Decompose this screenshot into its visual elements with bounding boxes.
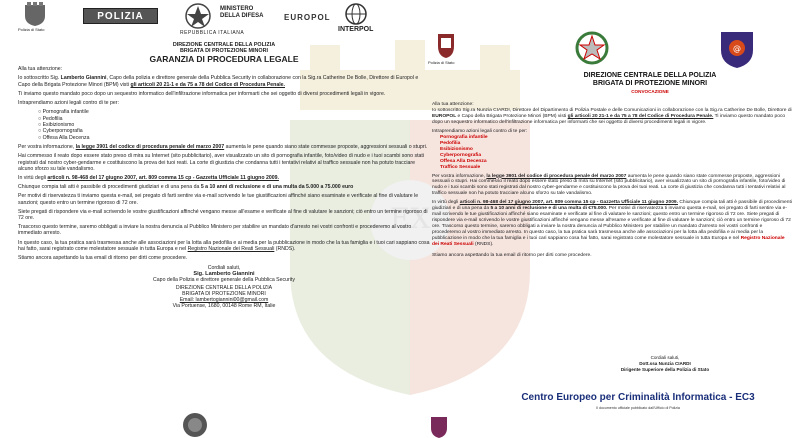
right-greeting: Alla tua attenzione:: [432, 102, 474, 107]
list-item: ○ Pedofilia: [38, 116, 430, 122]
right-crime-list: [440, 135, 792, 171]
left-crime-list: [38, 109, 430, 141]
left-document: [18, 42, 430, 438]
left-p13: Stiamo ancora aspettando la tua email di ritorno per dirti come procedere.: [18, 255, 188, 262]
list-item: ○ Esibizionismo: [38, 122, 430, 128]
right-p6: Stiamo ancora aspettando la tua email di ritorno per dirti come procedere.: [432, 253, 592, 259]
left-p2: Ti inviamo questo mandato poco dopo un sequestro informatico dell'infiltrazione informatica per informarti che sei oggetto di diversi procedimenti legali in vigore.: [18, 90, 386, 97]
contact-email-link[interactable]: Email: lambertogiannini00@gmail.com: [179, 297, 269, 304]
right-p1: Io sottoscritto Sig.ra Nunzia CIARDI, Direttore del Dipartimento di Polizia Postale e delle Comunicazioni in collaborazione con la Sig.ra Catherine De Bolle, Direttore di EUROPOL e Capo della Brigata Protezione Minori (BPM) visti gli articoli 20 21-1 e da 75 a 78 del Codice di Procedura Penale. Ti inviamo questo mandato poco dopo un sequestro informatico dell'infiltrazione informatica per informarti che sei oggetto di diversi procedimenti legali in vigore.: [432, 107, 792, 125]
list-item: Offesa Alla Decenza: [440, 158, 487, 164]
left-title: GARANZIA DI PROCEDURA LEGALE: [149, 54, 299, 64]
left-p8: Chiunque compia tali atti è passibile di procedimenti giudiziari e di una pena da 5 a 10 anni di reclusione e di una multa da 5.000 a 75.000 euro: [18, 184, 354, 191]
interpol-globe-icon: [344, 2, 368, 26]
left-dept: DIREZIONE CENTRALE DELLA POLIZIA: [172, 42, 276, 48]
right-p5: In virtù degli articoli n. 98-468 del 17 giugno 2007, art. 809 comma 15 cp - Gazzetta Ufficiale 11 giugno 2009. Chiunque compia tali atti è passibile di procedimenti giudiziari e di una pena da 5 a 10 anni di reclusione e di una multa di €75.000. Per motivi di riservatezza ti inviamo questa e-mail, sei pregato di farti sentire via e-mail scrivendo le tue giustificazioni affinché siano esaminate e verificate al fine di valutare le sanzioni; questo entro un termine rigoroso di 72 ore. Siete pregati di rispondere via e-mail scrivendo le vostre giustificazioni affinché vengano messe all'esame e verificate al fine di valutare le sanzioni; ciò entro un termine rigoroso di 72 ore. Trascorso questo termine, saremo obbligati a inviare la nostra denuncia al Pubblico Ministero per stabilire un mandato d'arresto nei vostri confronti e procederemo al vostro immediato arresto. In questo caso, la tua pratica sarà trasmessa anche alle associazioni per la lotta alla pedofilia e ai media per la pubblicazione in modo che la tua famiglia e i tuoi cari sappiano cosa hai fatto, sarai registrato come molestatore sessuale in tutta Europa e nel Registro Nazionale dei Reati Sessuali (RNDS).: [432, 200, 792, 247]
polizia-crest-right-icon: [436, 30, 456, 58]
left-p1: Io sottoscritto Sig. Lamberto Giannini, Capo della polizia e direttore generale della Pubblica Security in collaborazione con la Sig.ra Catherine De Bolle, Direttore di Europol e Capo della Brigata Protezione Minori (BPM) visti gli articoli 20 21-1 e da 75 a 78 del Codice di Procedura Penale.: [18, 75, 419, 88]
left-p5: Hai commesso il reato dopo essere stato preso di mira su Internet (sito pubblicitario), aver visualizzato un sito di pornografia infantile, foto/video di nudo e i tuoi scambi sono stati registrati dal nostro cyber-gendarme e costituiscono la prova dei tuoi reati. La corte di giustizia che condanna tutti i tentativi relativi al traffico sessuale non ha potuto tracciare alcuno sforzo su tale vandalismo.: [18, 153, 424, 172]
right-header: DIREZIONE CENTRALE DELLA POLIZIA BRIGATA DI PROTEZIONE MINORI CONVOCAZIONE: [583, 72, 717, 94]
interpol-label: INTERPOL: [338, 26, 374, 33]
left-p10: Siete pregati di rispondere via e-mail scrivendo le vostre giustificazioni affinché vengano messe all'esame e verificate al fine di valutare le sanzioni; ciò entro un termine rigoroso di 72 ore.: [18, 208, 428, 222]
list-item: Pedofilia: [440, 140, 461, 146]
ec3-subtitle: Il documento ufficiale pubblicato dall'Ufficio di Polizia: [596, 406, 680, 410]
ministero-label: MINISTERO DELLA DIFESA: [220, 6, 264, 19]
right-signature: Cordiali saluti, Dott.ssa Nunzia CIARDI Dirigente Superiore della Polizia di Stato: [620, 355, 710, 372]
svg-text:@: @: [733, 44, 741, 53]
repubblica-star-icon: [182, 2, 214, 30]
right-p2: Intraprendiamo azioni legali contro di te per:: [432, 128, 528, 134]
left-p3: Intraprendiamo azioni legali contro di te per:: [18, 100, 119, 107]
left-brigade: BRIGATA DI PROTEZIONE MINORI: [180, 48, 268, 54]
polizia-caption: Polizia di Stato: [18, 27, 45, 32]
list-item: ○ Pornografia infantile: [38, 109, 430, 115]
left-p9: Per motivi di riservatezza ti inviamo questa e-mail, sei pregato di farti sentire via e-mail scrivendo le tue giustificazioni affinché siano esaminate e verificate al fine di valutare le sanzioni; questo entro un termine rigoroso di 72 ore.: [18, 193, 419, 206]
list-item: ○ Cyberpornografia: [38, 128, 430, 134]
italian-emblem-icon: [572, 30, 612, 66]
left-greeting: Alla tua attenzione:: [18, 66, 63, 73]
polizia-badge: POLIZIA: [83, 8, 158, 24]
header-logos: [0, 0, 430, 40]
svg-text:EX: EX: [389, 202, 431, 235]
list-item: Pornografia infantile: [440, 134, 488, 140]
left-p11: Trascorso questo termine, saremo obbligati a inviare la nostra denuncia al Pubblico Ministero per stabilire un mandato d'arresto nei vostri confronti e procederemo al vostro immediato arresto.: [18, 224, 412, 237]
left-signature: Cordiali saluti, Sig. Lamberto Giannini Capo della Polizia e direttore generale della Pubblica Security DIREZIONE CENTRALE DELLA POLIZIA BRIGATA DI PROTEZIONE MINORI Email: lambertogiannini00@gmail.com Via Portuense, 1680, 00148 Rome RM, Italie: [18, 265, 430, 309]
left-p7: In virtù degli articoli n. 98-468 del 17 giugno 2007, art. 809 comma 15 cp - Gazzetta Ufficiale 11 giugno 2009.: [18, 175, 279, 182]
repubblica-label: REPUBBLICA ITALIANA: [180, 30, 245, 36]
left-address: DIREZIONE CENTRALE DELLA POLIZIA BRIGATA DI PROTEZIONE MINORI Email: lambertogiannini00@gmail.com Via Portuense, 1680, 00148 Rome RM, Italie: [18, 285, 430, 309]
list-item: Esibizionismo: [440, 146, 473, 152]
polizia-postale-shield-icon: [718, 28, 756, 68]
list-item: Cyberpornografia: [440, 152, 482, 158]
left-p4: Per vostra informazione, la legge 3901 del codice di procedura penale del marzo 2007 aumenta le pene quando siano state commesse proposte, aggressioni sessuali o stupri.: [18, 144, 428, 151]
europol-label: EUROPOL: [284, 13, 331, 22]
right-p3: Per vostra informazione, la legge 3901 del codice di procedura penale del marzo 2007 aumenta le pene quando siano state commesse proposte, aggressioni sessuali o stupri. Hai commesso il reato dopo essere stato preso di mira su Internet (sito pubblicitario), aver visualizzato un sito di pornografia infantile, foto/video di nudo e i tuoi scambi sono stati registrati dal nostro cyber-gendarme e costituiscono la prova dei tuoi reati. La corte di giustizia che condanna tutti i tentativi relativi al traffico sessuale non ha potuto tracciare alcuno sforzo su tale vandalismo.: [432, 173, 786, 197]
list-item: Traffico Sessuale: [440, 164, 481, 170]
ec3-title: Centro Europeo per Criminalità Informatica - EC3: [521, 392, 755, 403]
polizia-crest-icon: [22, 2, 48, 26]
right-document: [432, 88, 792, 338]
polizia-caption-right: Polizia di Stato: [428, 60, 455, 65]
bottom-seal-icon: [182, 412, 208, 438]
bottom-crest-icon: [430, 414, 448, 438]
list-item: ○ Offesa Alla Decenza: [38, 135, 430, 141]
left-p12: In questo caso, la tua pratica sarà trasmessa anche alle associazioni per la lotta alla pedofilia e ai media per la pubblicazione in modo che la tua famiglia e i tuoi cari sappiano cosa hai fatto, sarai registrato come molestatore sessuale in tutta Europa e nel Registro Nazionale dei Reati Sessuali (RNDS).: [18, 239, 430, 252]
